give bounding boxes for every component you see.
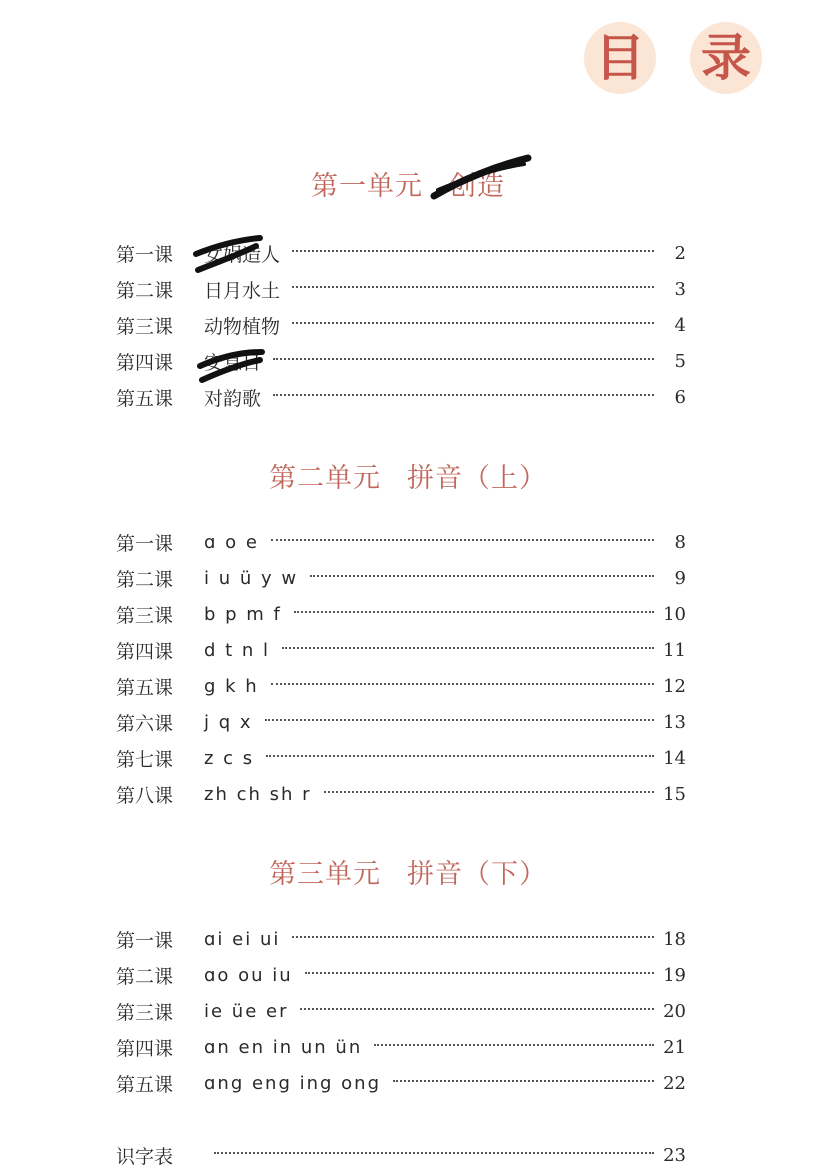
toc-row[interactable] xyxy=(116,960,686,990)
lesson-name: z c s xyxy=(204,747,255,769)
page-number: 14 xyxy=(663,747,686,769)
toc-row[interactable] xyxy=(116,238,686,268)
toc-row-appendix[interactable] xyxy=(116,1140,686,1170)
toc-row[interactable] xyxy=(116,310,686,340)
lesson-name: ɑo ou iu xyxy=(204,964,293,986)
leader-dots xyxy=(214,1152,654,1154)
toc-title xyxy=(584,22,762,94)
lesson-label: 第四课 xyxy=(116,640,174,663)
page-number: 22 xyxy=(663,1072,686,1094)
leader-dots xyxy=(266,755,654,757)
toc-row[interactable] xyxy=(116,563,686,593)
lesson-name: i u ü y w xyxy=(204,567,299,589)
lesson-label: 第五课 xyxy=(116,676,174,699)
lesson-name: ie üe er xyxy=(204,1000,289,1022)
lesson-name: 安息日 xyxy=(204,351,262,374)
leader-dots xyxy=(292,936,654,938)
lesson-label: 第六课 xyxy=(116,712,174,735)
lesson-name: d t n l xyxy=(204,639,271,661)
lesson-name: g k h xyxy=(204,675,259,697)
toc-row[interactable] xyxy=(116,996,686,1026)
unit-1-number: 第一单元 xyxy=(311,171,423,202)
lesson-label: 第八课 xyxy=(116,784,174,807)
toc-row[interactable] xyxy=(116,635,686,665)
page-number: 5 xyxy=(674,350,686,372)
toc-row[interactable] xyxy=(116,1068,686,1098)
lesson-name: 日月水土 xyxy=(204,279,281,302)
leader-dots xyxy=(271,539,654,541)
toc-row[interactable] xyxy=(116,346,686,376)
lesson-name: ɑng eng ing ong xyxy=(204,1072,382,1094)
toc-row[interactable] xyxy=(116,671,686,701)
lesson-label: 第三课 xyxy=(116,1001,174,1024)
toc-row[interactable] xyxy=(116,924,686,954)
appendix-label: 识字表 xyxy=(116,1145,174,1168)
page-number: 8 xyxy=(674,531,686,553)
page-number: 20 xyxy=(663,1000,686,1022)
lesson-label: 第三课 xyxy=(116,315,174,338)
lesson-name: zh ch sh r xyxy=(204,783,312,805)
unit-1-title xyxy=(0,164,816,203)
toc-row[interactable] xyxy=(116,274,686,304)
lesson-label: 第三课 xyxy=(116,604,174,627)
page-number: 21 xyxy=(663,1036,686,1058)
leader-dots xyxy=(300,1008,654,1010)
page-number: 11 xyxy=(663,639,686,661)
page-number: 10 xyxy=(663,603,686,625)
leader-dots xyxy=(393,1080,654,1082)
leader-dots xyxy=(273,394,654,396)
unit-1-name: 创造 xyxy=(449,171,505,202)
page-number: 15 xyxy=(663,783,686,805)
page-number: 9 xyxy=(674,567,686,589)
lesson-name: b p m f xyxy=(204,603,282,625)
lesson-label: 第一课 xyxy=(116,243,174,266)
leader-dots xyxy=(305,972,654,974)
lesson-label: 第七课 xyxy=(116,748,174,771)
leader-dots xyxy=(294,611,654,613)
page-number: 18 xyxy=(663,928,686,950)
leader-dots xyxy=(282,647,654,649)
lesson-label: 第二课 xyxy=(116,279,174,302)
leader-dots xyxy=(265,719,654,721)
leader-dots xyxy=(310,575,654,577)
leader-dots xyxy=(292,250,654,252)
page-number: 13 xyxy=(663,711,686,733)
toc-row[interactable] xyxy=(116,599,686,629)
leader-dots xyxy=(292,286,654,288)
unit-2-name: 拼音（上） xyxy=(407,463,547,494)
unit-3-number: 第三单元 xyxy=(269,859,381,890)
toc-row[interactable] xyxy=(116,382,686,412)
lesson-label: 第二课 xyxy=(116,568,174,591)
lesson-label: 第四课 xyxy=(116,351,174,374)
unit-3-title xyxy=(0,852,816,891)
lesson-name: 动物植物 xyxy=(204,315,281,338)
toc-row[interactable] xyxy=(116,527,686,557)
toc-row[interactable] xyxy=(116,743,686,773)
lesson-name: ɑ o e xyxy=(204,531,259,553)
lesson-label: 第四课 xyxy=(116,1037,174,1060)
lesson-label: 第二课 xyxy=(116,965,174,988)
lesson-label: 第一课 xyxy=(116,929,174,952)
toc-row[interactable] xyxy=(116,1032,686,1062)
leader-dots xyxy=(374,1044,654,1046)
page-number: 12 xyxy=(663,675,686,697)
lesson-label: 第五课 xyxy=(116,387,174,410)
unit-2-title xyxy=(0,456,816,495)
lesson-name: j q x xyxy=(204,711,253,733)
unit-2-number: 第二单元 xyxy=(269,463,381,494)
leader-dots xyxy=(273,358,654,360)
toc-row[interactable] xyxy=(116,707,686,737)
page-number: 4 xyxy=(674,314,686,336)
title-char-mu: 目 xyxy=(584,22,656,94)
lesson-name: 女娲造人 xyxy=(204,243,281,266)
page-number: 2 xyxy=(674,242,686,264)
page-number: 3 xyxy=(674,278,686,300)
leader-dots xyxy=(292,322,654,324)
title-char-lu: 录 xyxy=(690,22,762,94)
lesson-label: 第一课 xyxy=(116,532,174,555)
lesson-name: ɑi ei ui xyxy=(204,928,281,950)
page-number: 23 xyxy=(663,1144,686,1166)
page-number: 6 xyxy=(674,386,686,408)
lesson-label: 第五课 xyxy=(116,1073,174,1096)
lesson-name: 对韵歌 xyxy=(204,387,262,410)
lesson-name: ɑn en in un ün xyxy=(204,1036,363,1058)
leader-dots xyxy=(271,683,654,685)
leader-dots xyxy=(324,791,654,793)
page-number: 19 xyxy=(663,964,686,986)
toc-row[interactable] xyxy=(116,779,686,809)
unit-3-name: 拼音（下） xyxy=(407,859,547,890)
